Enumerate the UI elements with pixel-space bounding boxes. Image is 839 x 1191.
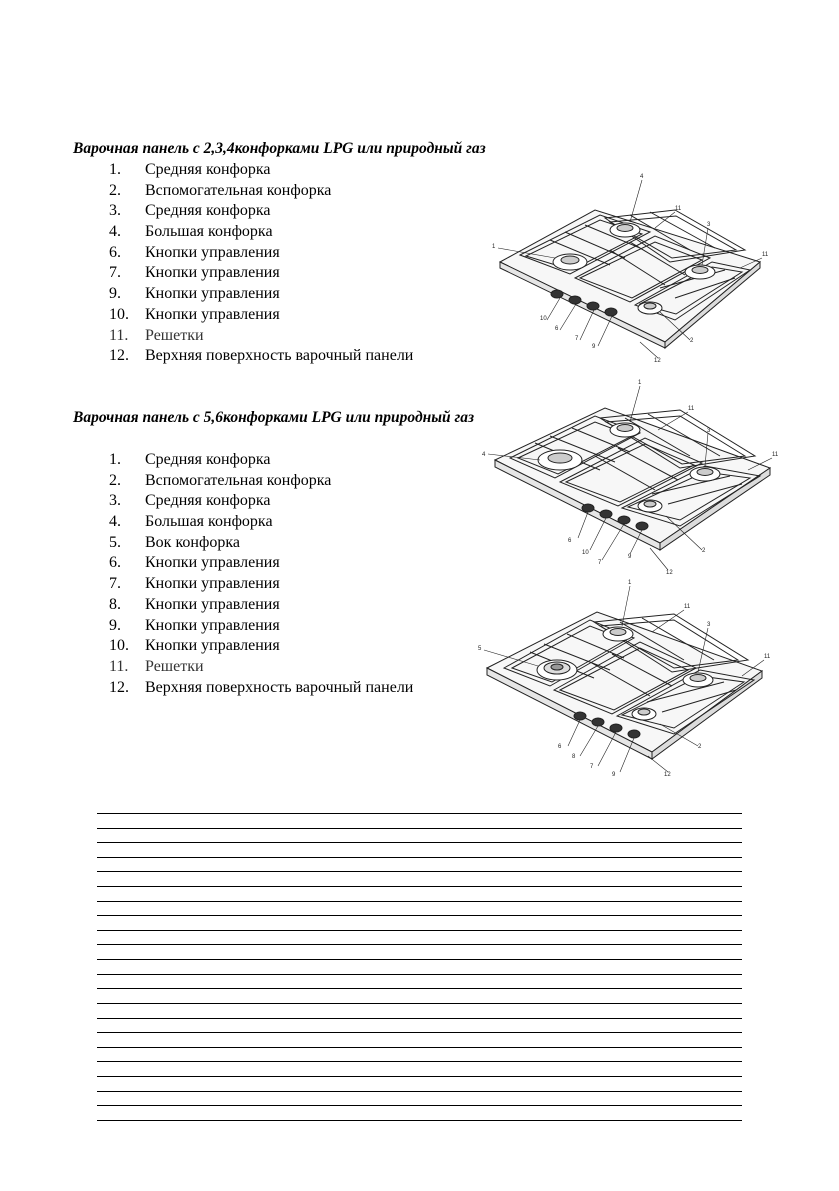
hob-diagram-wok-burner xyxy=(472,576,772,786)
list-item: 6. Кнопки управления xyxy=(109,243,280,261)
callout-label: 12 xyxy=(664,772,671,778)
callout-label: 10 xyxy=(582,550,589,556)
note-line xyxy=(97,915,742,916)
note-line xyxy=(97,974,742,975)
list-item: 10. Кнопки управления xyxy=(109,305,280,323)
list-item: 10. Кнопки управления xyxy=(109,637,280,655)
note-line xyxy=(97,842,742,843)
list-item: 1. Средняя конфорка xyxy=(109,161,271,178)
callout-label: 4 xyxy=(482,452,486,458)
callout-label: 11 xyxy=(764,654,771,660)
callout-label: 9 xyxy=(592,344,596,350)
callout-label: 12 xyxy=(666,570,673,576)
callout-label: 9 xyxy=(612,772,616,778)
callout-label: 11 xyxy=(675,206,682,212)
notes-ruled-lines xyxy=(97,813,742,1134)
list-item: 9. Кнопки управления xyxy=(109,616,280,634)
callout-label: 4 xyxy=(640,174,644,180)
list-item: 4. Большая конфорка xyxy=(109,223,273,241)
note-line xyxy=(97,901,742,902)
callout-label: 6 xyxy=(558,744,562,750)
note-line xyxy=(97,930,742,931)
callout-label: 11 xyxy=(772,452,779,458)
list-item: 2. Вспомогательная конфорка xyxy=(109,181,332,199)
callout-label: 5 xyxy=(478,646,482,652)
callout-label: 11 xyxy=(762,252,769,258)
note-line xyxy=(97,1003,742,1004)
note-line xyxy=(97,1032,742,1033)
callout-label: 11 xyxy=(684,604,691,610)
list-item: 4. Большая конфорка xyxy=(109,513,273,531)
callout-label: 7 xyxy=(598,560,602,566)
note-line xyxy=(97,1061,742,1062)
callout-label: 2 xyxy=(702,548,706,554)
callout-label: 2 xyxy=(690,338,694,344)
note-line xyxy=(97,988,742,989)
list-item: 9. Кнопки управления xyxy=(109,285,280,303)
callout-label: 12 xyxy=(654,358,661,364)
callout-label: 3 xyxy=(707,428,711,434)
callout-label: 1 xyxy=(638,380,642,386)
note-line xyxy=(97,857,742,858)
list-item: 2. Вспомогательная конфорка xyxy=(109,471,332,489)
note-line xyxy=(97,1076,742,1077)
callout-label: 2 xyxy=(698,744,702,750)
list-item: 7. Кнопки управления xyxy=(109,575,280,593)
callout-label: 10 xyxy=(540,316,547,322)
hob-diagram-5-burner xyxy=(480,378,780,578)
callout-label: 9 xyxy=(628,554,632,560)
list-item: 11. Решетки xyxy=(109,326,204,344)
list-item: 7. Кнопки управления xyxy=(109,264,280,282)
note-line xyxy=(97,871,742,872)
callout-label: 8 xyxy=(572,754,576,760)
note-line xyxy=(97,1105,742,1106)
note-line xyxy=(97,886,742,887)
note-line xyxy=(97,1091,742,1092)
callout-label: 6 xyxy=(568,538,572,544)
section1-heading: Варочная панель с 2,3,4конфорками LPG или природный газ xyxy=(73,140,486,157)
callout-label: 3 xyxy=(707,622,711,628)
callout-label: 3 xyxy=(707,222,711,228)
list-item: 5. Вок конфорка xyxy=(109,533,240,551)
note-line xyxy=(97,959,742,960)
callout-label: 6 xyxy=(555,326,559,332)
note-line xyxy=(97,1047,742,1048)
list-item: 12. Верхняя поверхность варочный панели xyxy=(109,678,414,696)
callout-label: 1 xyxy=(628,580,632,586)
section2-parts-list xyxy=(109,450,413,698)
section1-parts-list xyxy=(109,160,413,367)
section2-heading: Варочная панель с 5,6конфорками LPG или природный газ xyxy=(73,409,475,426)
list-item: 3. Средняя конфорка xyxy=(109,492,271,510)
note-line xyxy=(97,1018,742,1019)
list-item: 12. Верхняя поверхность варочный панели xyxy=(109,347,414,365)
list-item: 6. Кнопки управления xyxy=(109,554,280,572)
list-item: 1. Средняя конфорка xyxy=(109,451,271,468)
hob-diagram-4-burner xyxy=(490,170,770,370)
note-line xyxy=(97,813,742,814)
list-item: 11. Решетки xyxy=(109,657,204,675)
callout-label: 11 xyxy=(688,406,695,412)
list-item: 8. Кнопки управления xyxy=(109,595,280,613)
list-item: 3. Средняя конфорка xyxy=(109,202,271,220)
callout-label: 1 xyxy=(492,244,496,250)
callout-label: 7 xyxy=(590,764,594,770)
note-line xyxy=(97,1120,742,1121)
callout-label: 7 xyxy=(575,336,579,342)
note-line xyxy=(97,828,742,829)
note-line xyxy=(97,944,742,945)
